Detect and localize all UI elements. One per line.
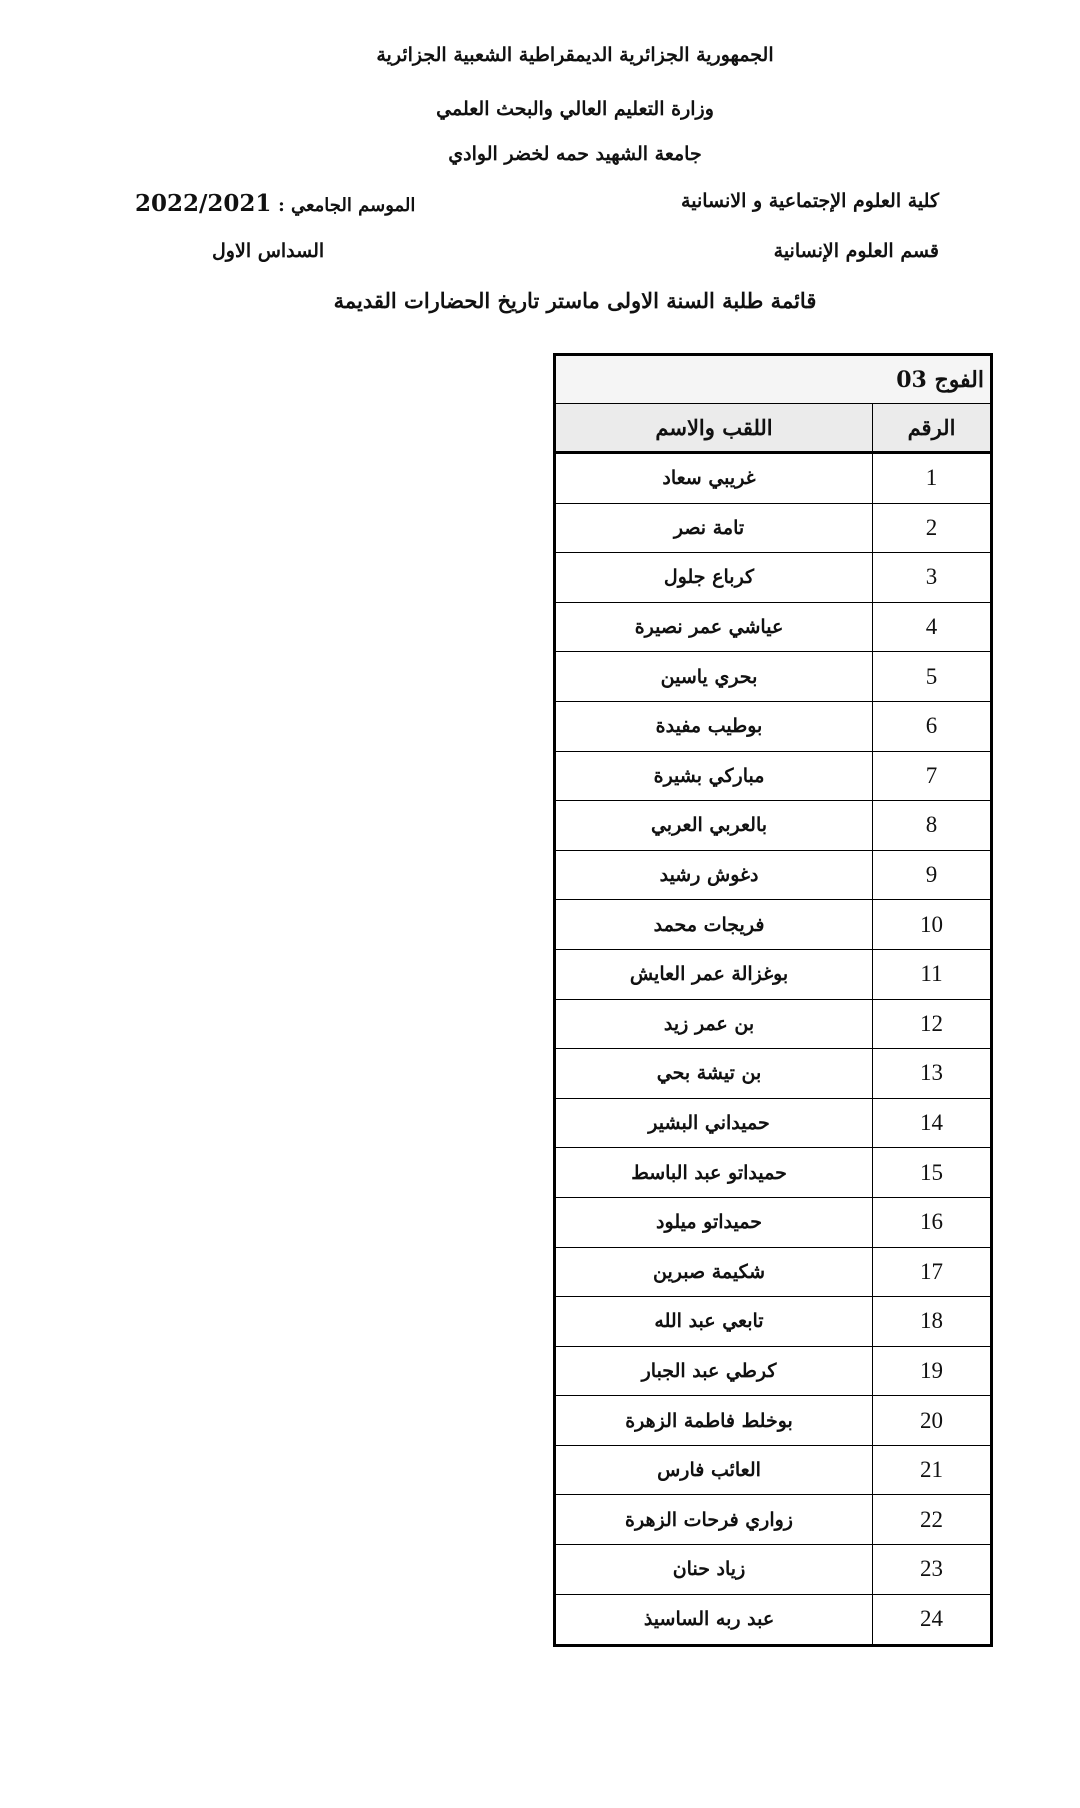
table-row <box>556 752 990 802</box>
student-name: دغوش رشيد <box>659 864 759 887</box>
row-number: 21 <box>872 1446 990 1495</box>
student-table <box>553 353 993 1647</box>
table-row <box>556 1148 990 1198</box>
table-row <box>556 851 990 901</box>
group-label: الفوج 03 <box>556 356 990 404</box>
republic-heading: الجمهورية الجزائرية الديمقراطية الشعبية الجزائرية <box>376 44 774 66</box>
list-title: قائمة طلبة السنة الاولى ماستر تاريخ الحضارات القديمة <box>333 288 817 313</box>
row-number: 5 <box>872 652 990 701</box>
table-row <box>556 454 990 504</box>
semester-label: السداس الاول <box>212 240 325 262</box>
season-label: الموسم الجامعي : <box>278 195 416 216</box>
table-row <box>556 1347 990 1397</box>
table-row <box>556 1099 990 1149</box>
table-row <box>556 1297 990 1347</box>
table-row <box>556 1248 990 1298</box>
row-number: 8 <box>872 801 990 850</box>
student-name: مباركي بشيرة <box>653 764 765 787</box>
student-name: شكيمة صبرين <box>652 1260 766 1283</box>
student-name: زواري فرحات الزهرة <box>625 1508 793 1531</box>
row-number: 16 <box>872 1198 990 1247</box>
student-name: عياشي عمر نصيرة <box>634 616 784 639</box>
row-number: 23 <box>872 1545 990 1594</box>
faculty-label: كلية العلوم الإجتماعية و الانسانية <box>681 190 939 212</box>
row-number: 10 <box>872 900 990 949</box>
student-name: العائب فارس <box>657 1459 761 1482</box>
row-number: 9 <box>872 851 990 900</box>
student-name: بوطيب مفيدة <box>655 715 763 738</box>
row-number: 15 <box>872 1148 990 1197</box>
student-name: فريجات محمد <box>653 913 765 936</box>
table-row <box>556 1198 990 1248</box>
table-header-row <box>556 404 990 454</box>
student-name: زياد حنان <box>672 1558 746 1581</box>
student-name: تامة نصر <box>673 516 745 539</box>
table-row <box>556 1049 990 1099</box>
table-row <box>556 1545 990 1595</box>
row-number: 11 <box>872 950 990 999</box>
row-number: 6 <box>872 702 990 751</box>
row-number: 14 <box>872 1099 990 1148</box>
table-row <box>556 950 990 1000</box>
row-number: 24 <box>872 1595 990 1645</box>
student-name: كرباع جلول <box>663 566 755 589</box>
row-number: 4 <box>872 603 990 652</box>
table-row <box>556 801 990 851</box>
table-row <box>556 652 990 702</box>
table-row <box>556 702 990 752</box>
student-name: بن عمر زيد <box>663 1012 755 1035</box>
table-row <box>556 504 990 554</box>
row-number: 2 <box>872 504 990 553</box>
student-name: حميداتو عبد الباسط <box>631 1161 787 1184</box>
table-row <box>556 900 990 950</box>
student-name: حميداتو ميلود <box>656 1211 762 1234</box>
student-name: بوغزالة عمر العايش <box>629 963 789 986</box>
row-number: 13 <box>872 1049 990 1098</box>
academic-season <box>135 192 415 215</box>
row-number: 12 <box>872 1000 990 1049</box>
table-row <box>556 1495 990 1545</box>
table-row <box>556 1396 990 1446</box>
table-body <box>556 454 990 1644</box>
season-value: 2022/2021 <box>135 190 272 217</box>
student-name: بوخلط فاطمة الزهرة <box>625 1409 793 1432</box>
university-heading: جامعة الشهيد حمه لخضر الوادي <box>448 143 702 165</box>
row-number: 7 <box>872 752 990 801</box>
column-header-number: الرقم <box>872 404 990 451</box>
student-name: كرطي عبد الجبار <box>641 1359 777 1382</box>
table-row <box>556 553 990 603</box>
student-name: بالعربي العربي <box>650 814 768 837</box>
table-row <box>556 1446 990 1496</box>
row-number: 22 <box>872 1495 990 1544</box>
table-row <box>556 1000 990 1050</box>
row-number: 18 <box>872 1297 990 1346</box>
student-name: غريبي سعاد <box>662 467 756 490</box>
column-header-name: اللقب والاسم <box>655 415 773 440</box>
student-name: تابعي عبد الله <box>654 1310 764 1333</box>
department-label: قسم العلوم الإنسانية <box>773 240 939 262</box>
student-name: عبد ربه الساسيذ <box>643 1608 775 1631</box>
student-name: بحري ياسين <box>660 665 758 688</box>
student-name: حميداني البشير <box>648 1112 770 1135</box>
table-row <box>556 1595 990 1645</box>
student-name: بن تيشة بحي <box>656 1062 762 1085</box>
row-number: 3 <box>872 553 990 602</box>
row-number: 17 <box>872 1248 990 1297</box>
row-number: 20 <box>872 1396 990 1445</box>
row-number: 1 <box>872 454 990 503</box>
ministry-heading: وزارة التعليم العالي والبحث العلمي <box>436 98 714 120</box>
row-number: 19 <box>872 1347 990 1396</box>
table-row <box>556 603 990 653</box>
